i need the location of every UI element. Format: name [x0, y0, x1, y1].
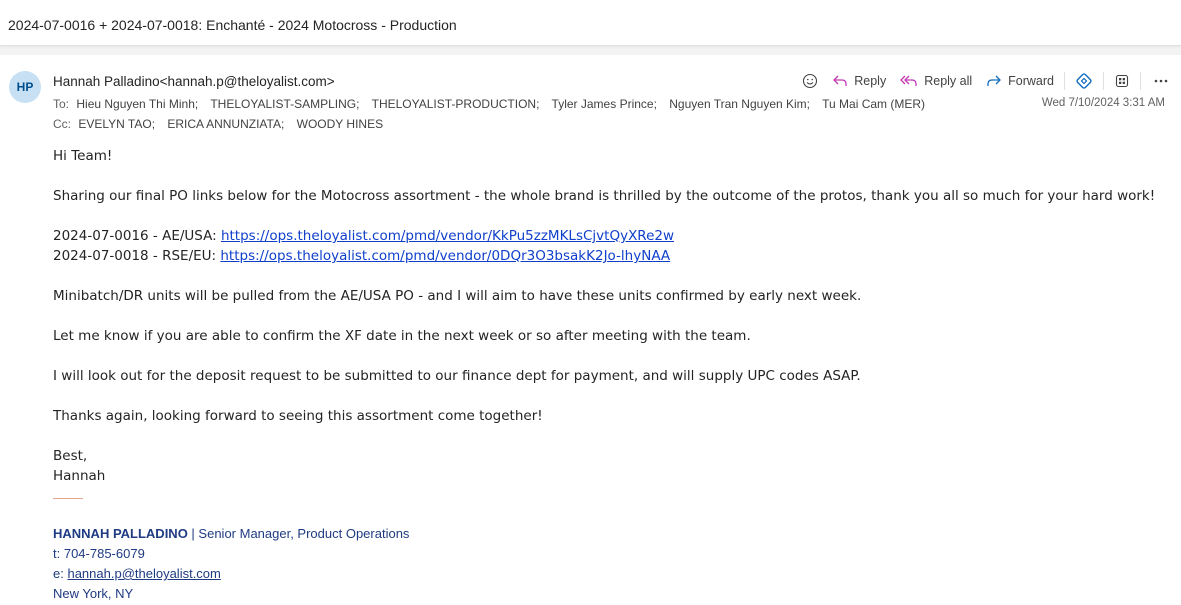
signature-title-line [53, 524, 409, 544]
forward-icon [986, 74, 1002, 88]
body-paragraph: Thanks again, looking forward to seeing this assortment come together! [53, 408, 543, 424]
recipient[interactable]: Tyler James Prince; [551, 97, 657, 111]
cc-recipients [53, 117, 392, 131]
reply-button[interactable] [832, 74, 886, 88]
reply-all-label: Reply all [924, 74, 973, 88]
body-paragraph: Sharing our final PO links below for the Motocross assortment - the whole brand is thrilled by the outcome of the protos, thank you all so much for your hard work! [53, 188, 1156, 204]
message-pane [0, 55, 1181, 605]
apps-icon[interactable] [1114, 73, 1130, 89]
forward-button[interactable] [986, 74, 1054, 88]
signature-email-label: e: [53, 566, 68, 581]
recipient[interactable]: Hieu Nguyen Thi Minh; [76, 97, 199, 111]
action-divider [1064, 72, 1065, 90]
po-line [53, 226, 1163, 246]
signature-email-link[interactable]: hannah.p@theloyalist.com [67, 566, 221, 581]
signature-title: Senior Manager, Product Operations [198, 526, 410, 541]
po-link[interactable]: https://ops.theloyalist.com/pmd/vendor/KkPu5zzMKLsCjvtQyXRe2w [220, 228, 675, 244]
signature [53, 524, 409, 604]
sender-name[interactable]: Hannah Palladino<hannah.p@theloyalist.com> [53, 74, 335, 89]
recipient[interactable]: THELOYALIST-SAMPLING; [210, 97, 360, 111]
emoji-icon[interactable] [802, 73, 818, 89]
recipient[interactable]: EVELYN TAO; [78, 117, 156, 131]
po-label: 2024-07-0016 - AE/USA: [53, 228, 221, 244]
message-actions [802, 70, 1169, 92]
to-label: To: [53, 97, 70, 111]
po-label: 2024-07-0018 - RSE/EU: [53, 248, 221, 264]
po-line [53, 246, 1163, 266]
recipient[interactable]: ERICA ANNUNZIATA; [167, 117, 285, 131]
reply-icon [832, 74, 848, 88]
closing-name: Hannah [53, 468, 106, 484]
action-divider [1140, 72, 1141, 90]
to-recipients [53, 97, 934, 111]
more-icon[interactable] [1153, 73, 1169, 89]
po-link[interactable]: https://ops.theloyalist.com/pmd/vendor/0DQr3O3bsakK2Jo-lhyNAA [220, 248, 671, 264]
body-paragraph: Let me know if you are able to confirm the XF date in the next week or so after meeting with the team. [53, 328, 751, 344]
greeting: Hi Team! [53, 148, 113, 164]
signature-name: HANNAH PALLADINO [53, 526, 188, 541]
forward-label: Forward [1008, 74, 1054, 88]
closing: Best, [53, 448, 88, 464]
recipient[interactable]: THELOYALIST-PRODUCTION; [371, 97, 540, 111]
loop-icon[interactable] [1075, 72, 1093, 90]
signature-email-line [53, 564, 409, 584]
avatar[interactable]: HP [9, 71, 41, 103]
body-paragraph: Minibatch/DR units will be pulled from the AE/USA PO - and I will aim to have these units confirmed by early next week. [53, 288, 862, 304]
signature-phone: t: 704-785-6079 [53, 546, 145, 561]
recipient[interactable]: Tu Mai Cam (MER) [822, 97, 926, 111]
cc-label: Cc: [53, 117, 71, 131]
signature-divider [53, 498, 83, 499]
reply-label: Reply [854, 74, 887, 88]
message-body [53, 146, 1163, 486]
body-paragraph: I will look out for the deposit request to be submitted to our finance dept for payment, and will supply UPC codes ASAP. [53, 368, 861, 384]
sent-date: Wed 7/10/2024 3:31 AM [1041, 97, 1165, 109]
reply-all-button[interactable] [900, 74, 972, 88]
subject-bar [0, 0, 1181, 46]
recipient[interactable]: WOODY HINES [296, 117, 384, 131]
recipient[interactable]: Nguyen Tran Nguyen Kim; [669, 97, 811, 111]
action-divider [1103, 72, 1104, 90]
reply-all-icon [900, 74, 918, 88]
signature-separator: | [187, 526, 199, 541]
email-subject: 2024-07-0016 + 2024-07-0018: Enchanté - 2024 Motocross - Production [8, 17, 457, 33]
signature-location: New York, NY [53, 586, 134, 601]
